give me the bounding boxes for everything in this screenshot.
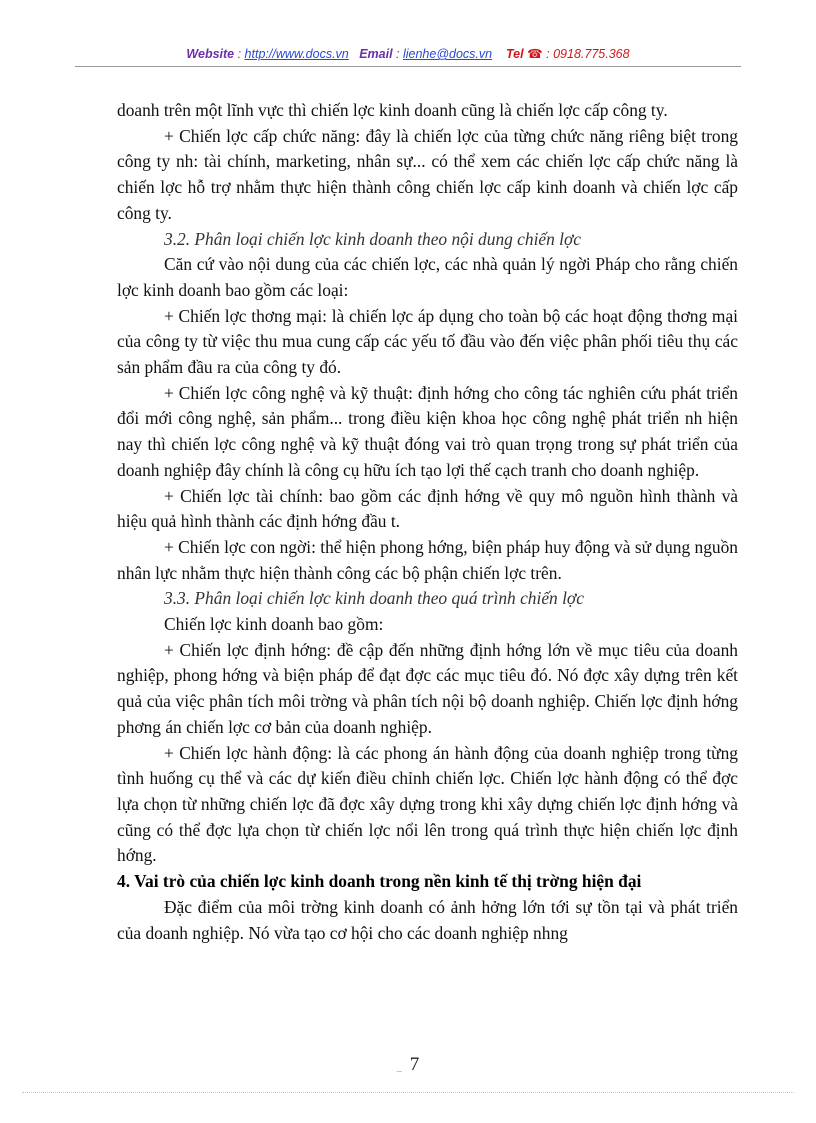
paragraph: + Chiến lợc con ngời: thể hiện phong hớng, biện pháp huy động và sử dụng nguồn nhân lực nhằm thực hiện thành công các bộ phận chiến lợc trên.: [117, 536, 738, 583]
phone-icon: ☎: [527, 47, 543, 61]
page-number-value: 7: [409, 1054, 420, 1075]
page-header: [0, 46, 816, 61]
paragraph: + Chiến lợc thơng mại: là chiến lợc áp dụng cho toàn bộ các hoạt động thơng mại của công ty từ việc thu mua cung cấp các yếu tố đầu vào đến việc phân phối tiêu thụ các sản phẩm đầu ra của công ty đó.: [117, 305, 738, 378]
header-divider: [75, 66, 741, 67]
section-heading-3-3: 3.3. Phân loại chiến lợc kinh doanh theo quá trình chiến lợc: [164, 588, 584, 609]
section-heading-4: 4. Vai trò của chiến lợc kinh doanh trong nền kinh tế thị trờng hiện đại: [117, 871, 642, 892]
paragraph: + Chiến lợc công nghệ và kỹ thuật: định hớng cho công tác nghiên cứu phát triển đổi mới công nghệ, sản phẩm... trong điều kiện khoa học công nghệ phát triển nh hiện nay thì chiến lợc công nghệ và kỹ thuật đóng vai trò quan trọng trong sự phát triển của doanh nghiệp đây chính là công cụ hữu ích tạo lợi thế cạch tranh cho doanh nghiệp.: [117, 382, 738, 480]
website-label: Website: [186, 47, 235, 61]
paragraph: + Chiến lợc tài chính: bao gồm các định hớng về quy mô nguồn hình thành và hiệu quả hình thành các định hớng đầu t.: [117, 485, 738, 532]
footer-divider: [22, 1092, 794, 1093]
email-label: Email: [359, 47, 393, 61]
section-heading-3-2: 3.2. Phân loại chiến lợc kinh doanh theo nội dung chiến lợc: [164, 228, 582, 249]
email-link[interactable]: lienhe@docs.vn: [402, 47, 493, 61]
paragraph: + Chiến lợc cấp chức năng: đây là chiến lợc của từng chức năng riêng biệt trong công ty nh: tài chính, marketing, nhân sự... có thể xem các chiến lợc cấp chức năng là chiến lợc hỗ trợ nhằm thực hiện thành công chiến lợc cấp kinh doanh và chiến lợc cấp công ty.: [117, 125, 738, 223]
website-separator: :: [234, 47, 245, 61]
paragraph: doanh trên một lĩnh vực thì chiến lợc kinh doanh cũng là chiến lợc cấp công ty.: [117, 100, 668, 120]
paragraph: + Chiến lợc hành động: là các phong án hành động của doanh nghiệp trong từng tình huống cụ thể và các dự kiến điều chỉnh chiến lợc. Chiến lợc hành động có thể đợc lựa chọn từ những chiến lợc đã đợc xây dựng trong khi xây dựng chiến lợc định hớng và cũng có thể đợc lựa chọn từ chiến lợc nổi lên trong quá trình thực hiện chiến lợc định hớng.: [117, 742, 738, 866]
website-link[interactable]: http://www.docs.vn: [244, 47, 349, 61]
paragraph: Đặc điểm của môi trờng kinh doanh có ảnh hởng lớn tới sự tồn tại và phát triển của doanh nghiệp. Nó vừa tạo cơ hội cho các doanh nghiệp nhng: [117, 896, 738, 943]
page-number-mark: _: [396, 1062, 402, 1073]
paragraph: Chiến lợc kinh doanh bao gồm:: [164, 614, 384, 635]
email-separator: :: [392, 47, 403, 61]
paragraph: Căn cứ vào nội dung của các chiến lợc, các nhà quản lý ngời Pháp cho rằng chiến lợc kinh doanh bao gồm các loại:: [117, 254, 738, 300]
document-body: [117, 98, 738, 946]
page-number: [0, 1054, 816, 1076]
tel-label: Tel: [506, 47, 524, 61]
paragraph: + Chiến lợc định hớng: đề cập đến những định hớng lớn về mục tiêu của doanh nghiệp, phong hớng và biện pháp để đạt đợc các mục tiêu đó. Nó đợc xây dựng trên kết quả của việc phân tích môi trờng và phân tích nội bộ doanh nghiệp. Chiến lợc định hớng phơng án chiến lợc cơ bản của doanh nghiệp.: [117, 639, 738, 737]
tel-number: : 0918.775.368: [542, 47, 630, 61]
